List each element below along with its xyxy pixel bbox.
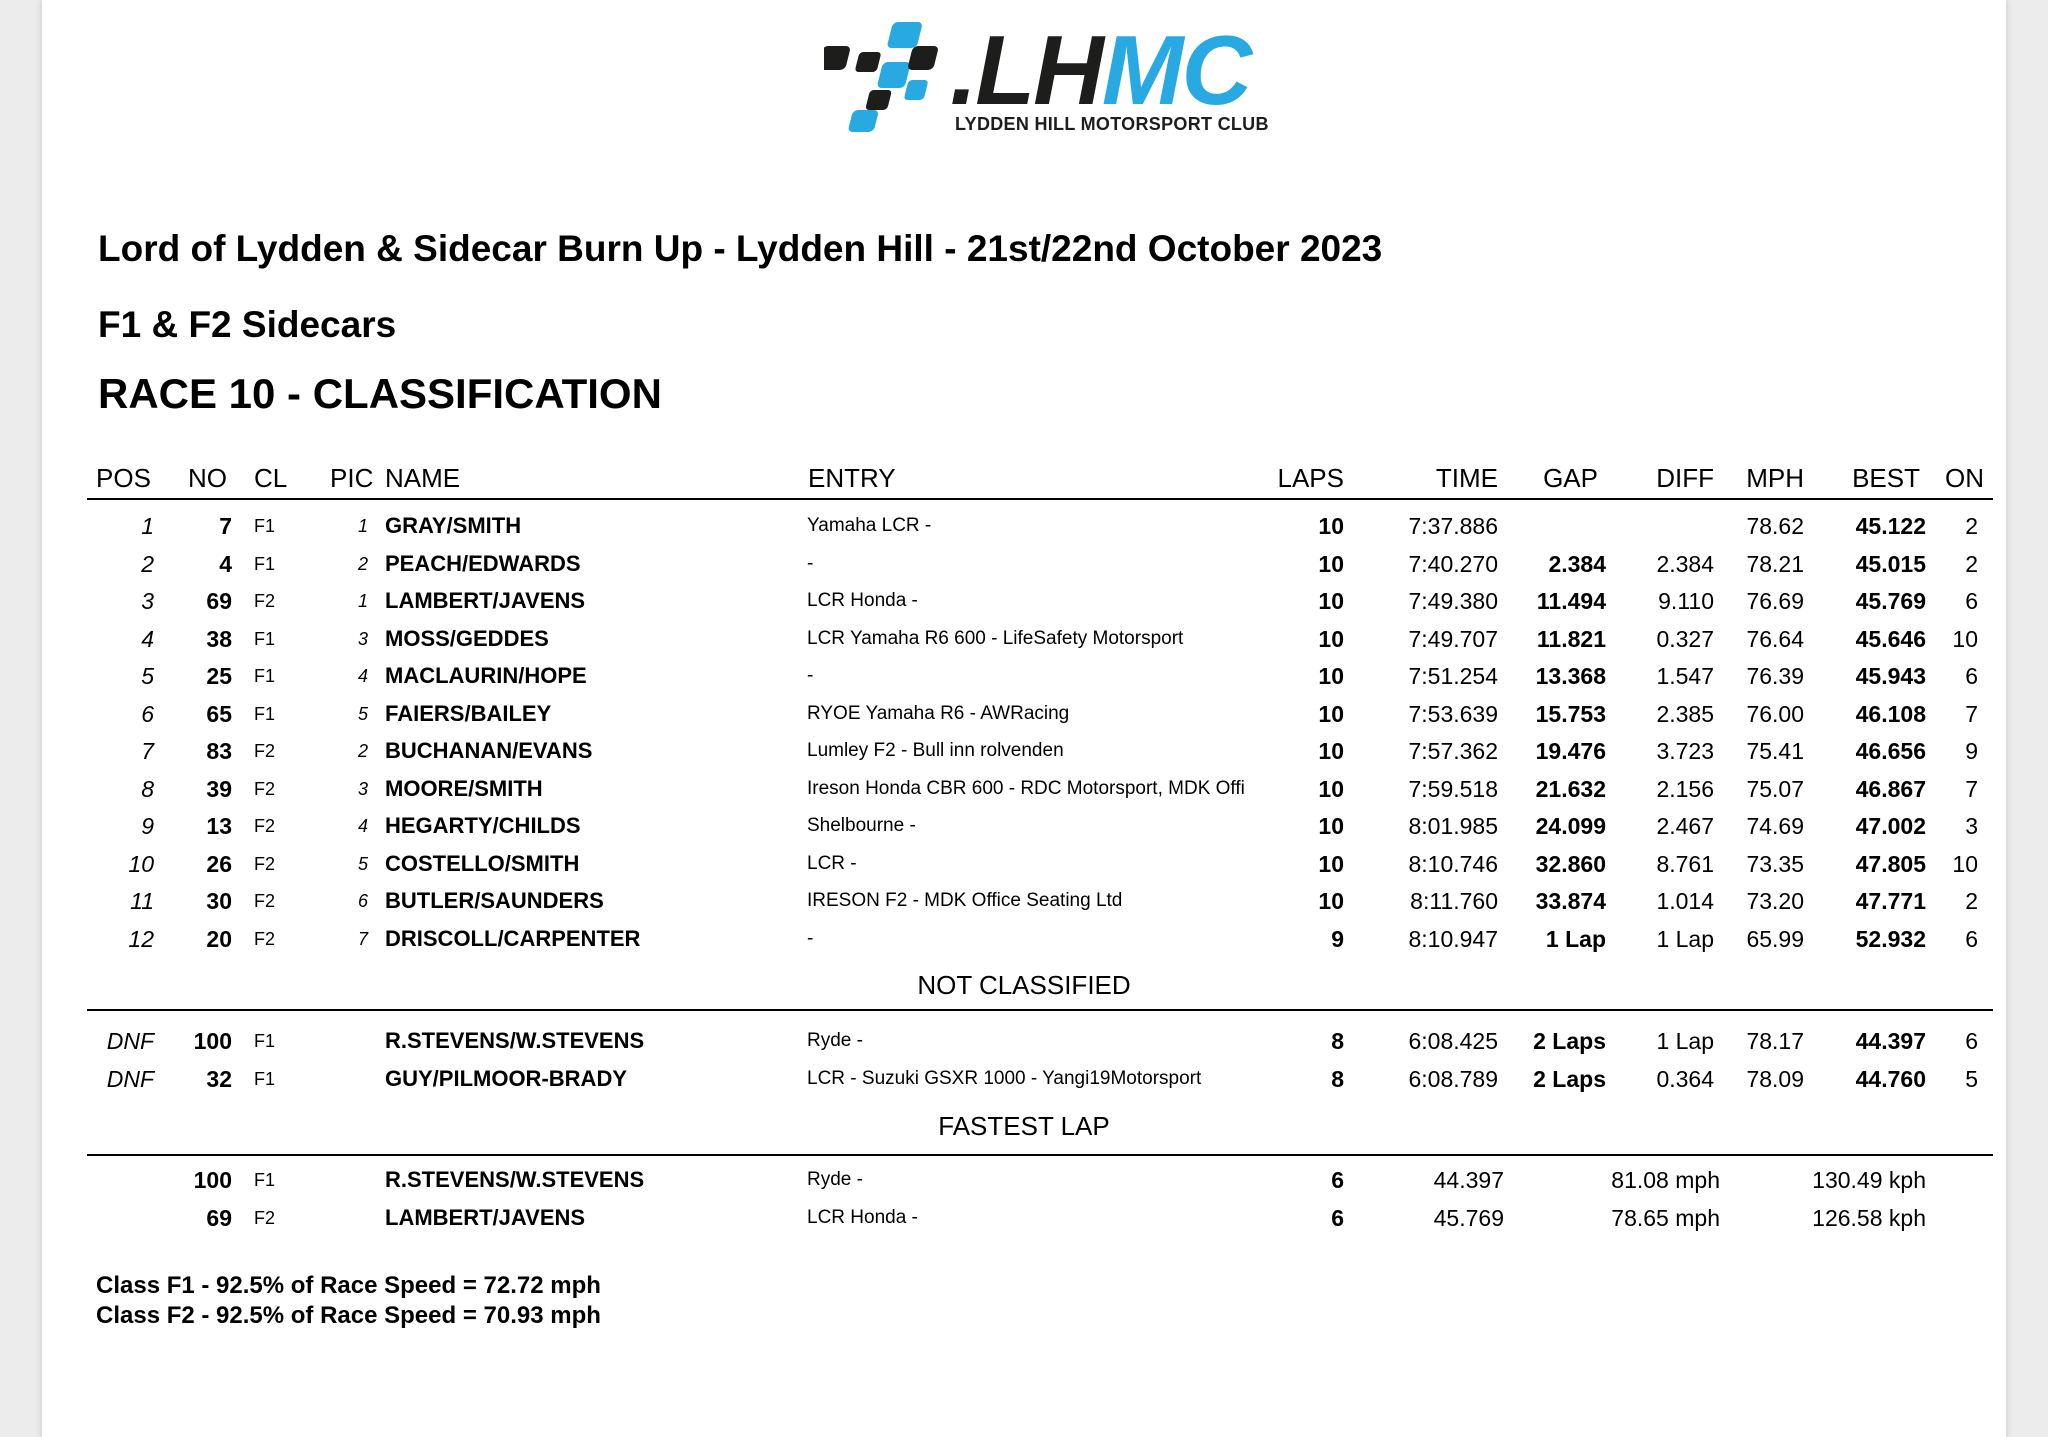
- cell-mph: 78.21: [1746, 550, 1804, 577]
- cell-pos: 6: [141, 700, 154, 727]
- cell-pic: 2: [357, 741, 368, 761]
- cell-best: 46.656: [1855, 738, 1926, 764]
- cell-on: 10: [1952, 625, 1978, 652]
- cell-best: 47.771: [1855, 888, 1926, 914]
- cell-no: 100: [193, 1167, 232, 1193]
- table-row: [42, 507, 2006, 545]
- cell-entry: IRESON F2 - MDK Office Seating Ltd: [807, 890, 1123, 911]
- table-row: [42, 545, 2006, 583]
- cell-gap: 32.860: [1535, 850, 1606, 877]
- cell-laps: 10: [1318, 625, 1344, 652]
- cell-mph: 78.17: [1746, 1028, 1804, 1054]
- logo-subtitle: LYDDEN HILL MOTORSPORT CLUB: [955, 114, 1269, 134]
- race-title: RACE 10 - CLASSIFICATION: [98, 370, 662, 417]
- cell-gap: [1506, 507, 1606, 545]
- cell-mph: 78.65 mph: [1611, 1205, 1720, 1231]
- cell-cl: F1: [254, 1170, 276, 1190]
- cell-pos: 4: [141, 625, 154, 652]
- cell-pos: DNF: [106, 1028, 154, 1054]
- cell-mph: 73.35: [1746, 850, 1804, 877]
- table-row: [42, 920, 2006, 958]
- lhmc-logo: [824, 15, 1282, 150]
- cell-on: 7: [1965, 700, 1978, 727]
- col-name: NAME: [385, 463, 461, 493]
- cell-entry: LCR Honda -: [807, 590, 918, 611]
- cell-no: 7: [219, 513, 232, 539]
- cell-name: HEGARTY/CHILDS: [385, 813, 581, 838]
- col-diff: DIFF: [1656, 463, 1714, 493]
- cell-time: 7:49.707: [1408, 625, 1498, 652]
- cell-no: 65: [206, 700, 232, 727]
- cell-entry: Yamaha LCR -: [807, 515, 932, 536]
- table-row: [42, 1199, 2006, 1237]
- cell-entry: LCR -: [807, 852, 857, 874]
- cell-name: PEACH/EDWARDS: [385, 550, 581, 576]
- cell-diff: 0.327: [1656, 625, 1714, 652]
- cell-diff: 2.384: [1656, 550, 1714, 577]
- cell-best: 45.769: [1855, 588, 1926, 614]
- checkered-flag-icon: [824, 18, 964, 138]
- cell-diff: 2.467: [1656, 813, 1714, 839]
- cell-time: 7:37.886: [1408, 513, 1498, 539]
- cell-entry: -: [807, 927, 814, 949]
- cell-best: 46.108: [1855, 700, 1926, 727]
- cell-no: 100: [193, 1028, 232, 1054]
- cell-pic: 6: [357, 891, 368, 911]
- cell-mph: 76.69: [1746, 588, 1804, 614]
- fastest-lap-label: FASTEST LAP: [938, 1111, 1110, 1141]
- cell-no: 32: [206, 1066, 232, 1092]
- footer-note-f1: Class F1 - 92.5% of Race Speed = 72.72 mph: [96, 1272, 601, 1299]
- cell-pic: 5: [357, 853, 368, 874]
- table-row: [42, 882, 2006, 920]
- cell-mph: 78.62: [1746, 513, 1804, 539]
- cell-pos: 8: [141, 775, 154, 802]
- cell-name: R.STEVENS/W.STEVENS: [385, 1028, 645, 1053]
- cell-gap: 15.753: [1535, 700, 1606, 727]
- cell-cl: F1: [254, 703, 276, 724]
- cell-name: BUCHANAN/EVANS: [385, 738, 593, 763]
- cell-diff: [1614, 507, 1714, 545]
- cell-time: 6:08.789: [1408, 1066, 1498, 1092]
- cell-kph: 130.49 kph: [1812, 1167, 1926, 1193]
- cell-time: 7:49.380: [1408, 588, 1498, 614]
- cell-time: 8:10.947: [1408, 925, 1498, 952]
- cell-on: 10: [1952, 850, 1978, 877]
- cell-time: 7:59.518: [1408, 775, 1498, 802]
- cell-name: MOORE/SMITH: [385, 775, 543, 801]
- cell-laps: 8: [1331, 1028, 1344, 1054]
- cell-time: 7:51.254: [1408, 663, 1498, 689]
- cell-on: 9: [1965, 738, 1978, 764]
- class-title: F1 & F2 Sidecars: [98, 304, 397, 345]
- cell-entry: LCR Yamaha R6 600 - LifeSafety Motorsport: [807, 627, 1184, 649]
- not-classified-rule: [87, 1009, 1993, 1011]
- cell-no: 39: [206, 775, 232, 802]
- cell-laps: 10: [1318, 850, 1344, 877]
- cell-diff: 0.364: [1656, 1066, 1714, 1092]
- fastest-lap-rule: [87, 1154, 1993, 1156]
- cell-pic: 5: [357, 703, 368, 724]
- cell-pos: 10: [128, 850, 154, 877]
- cell-mph: 76.39: [1746, 663, 1804, 689]
- cell-name: DRISCOLL/CARPENTER: [385, 925, 641, 951]
- cell-pos: 7: [141, 738, 154, 764]
- not-classified-label: NOT CLASSIFIED: [917, 970, 1131, 1000]
- col-cl: CL: [254, 463, 288, 493]
- cell-gap: 19.476: [1535, 738, 1606, 764]
- footer-note-f2: Class F2 - 92.5% of Race Speed = 70.93 mph: [96, 1302, 601, 1329]
- cell-diff: 3.723: [1656, 738, 1714, 764]
- col-pic: PIC: [330, 463, 374, 493]
- cell-kph: 126.58 kph: [1812, 1205, 1926, 1231]
- cell-gap: 24.099: [1535, 813, 1606, 839]
- cell-gap: 1 Lap: [1545, 925, 1606, 952]
- table-row: [42, 770, 2006, 808]
- cell-mph: 76.00: [1746, 700, 1804, 727]
- cell-time: 7:53.639: [1408, 700, 1498, 727]
- cell-best: 45.015: [1855, 550, 1926, 577]
- cell-laps: 10: [1318, 588, 1344, 614]
- cell-mph: 74.69: [1746, 813, 1804, 839]
- cell-pic: 1: [357, 516, 368, 536]
- cell-on: 7: [1965, 775, 1978, 802]
- cell-entry: Lumley F2 - Bull inn rolvenden: [807, 740, 1064, 761]
- cell-pic: 4: [357, 816, 368, 836]
- cell-cl: F2: [254, 928, 276, 949]
- table-row: [42, 1022, 2006, 1060]
- cell-pic: [342, 1022, 368, 1060]
- table-row: [42, 1161, 2006, 1199]
- cell-laps: 10: [1318, 550, 1344, 577]
- cell-cl: F2: [254, 816, 276, 836]
- logo-wordmark: .LHMC: [950, 15, 1251, 125]
- table-row: [42, 657, 2006, 695]
- cell-time: 44.397: [1433, 1167, 1504, 1193]
- cell-time: 45.769: [1433, 1205, 1504, 1231]
- table-row: [42, 732, 2006, 770]
- cell-gap: 2.384: [1548, 550, 1606, 577]
- cell-cl: F1: [254, 516, 276, 536]
- cell-laps: 10: [1318, 663, 1344, 689]
- cell-name: GRAY/SMITH: [385, 513, 522, 538]
- cell-cl: F2: [254, 778, 276, 799]
- cell-time: 8:10.746: [1408, 850, 1498, 877]
- cell-pos: 3: [141, 588, 154, 614]
- cell-no: 4: [219, 550, 232, 577]
- cell-time: 8:11.760: [1410, 888, 1498, 914]
- cell-time: 8:01.985: [1408, 813, 1498, 839]
- col-on: ON: [1945, 463, 1984, 493]
- cell-laps: 10: [1318, 813, 1344, 839]
- table-header: [42, 459, 2006, 497]
- cell-on: 6: [1965, 1028, 1978, 1054]
- cell-name: R.STEVENS/W.STEVENS: [385, 1167, 645, 1192]
- cell-best: 47.002: [1855, 813, 1926, 839]
- cell-pos: DNF: [106, 1066, 154, 1092]
- cell-entry: Ireson Honda CBR 600 - RDC Motorsport, MDK Offi: [807, 777, 1245, 799]
- cell-no: 83: [206, 738, 232, 764]
- cell-no: 69: [206, 1205, 232, 1231]
- cell-gap: 13.368: [1535, 663, 1606, 689]
- cell-name: MOSS/GEDDES: [385, 625, 549, 651]
- table-row: [42, 582, 2006, 620]
- cell-name: GUY/PILMOOR-BRADY: [385, 1066, 627, 1091]
- cell-mph: 78.09: [1746, 1066, 1804, 1092]
- table-row: [42, 1060, 2006, 1098]
- cell-no: 38: [206, 625, 232, 652]
- cell-pos: 11: [130, 888, 154, 914]
- col-pos: POS: [96, 463, 151, 493]
- cell-gap: 33.874: [1535, 888, 1606, 914]
- cell-entry: -: [807, 552, 814, 574]
- event-title: Lord of Lydden & Sidecar Burn Up - Lydden Hill - 21st/22nd October 2023: [98, 228, 1383, 269]
- cell-no: 30: [206, 888, 232, 914]
- table-row: [42, 620, 2006, 658]
- cell-entry: -: [807, 665, 814, 686]
- cell-laps: 10: [1318, 888, 1344, 914]
- cell-entry: Ryde -: [807, 1030, 863, 1051]
- cell-mph: 76.64: [1746, 625, 1804, 652]
- cell-laps: 10: [1318, 700, 1344, 727]
- cell-diff: 1.014: [1656, 888, 1714, 914]
- cell-gap: 11.821: [1536, 625, 1606, 652]
- col-entry: ENTRY: [808, 463, 896, 493]
- cell-no: 25: [206, 663, 232, 689]
- cell-mph: 81.08 mph: [1611, 1167, 1720, 1193]
- cell-diff: 1 Lap: [1656, 925, 1714, 952]
- col-best: BEST: [1852, 463, 1920, 493]
- cell-no: 13: [206, 813, 232, 839]
- cell-time: 7:40.270: [1408, 550, 1498, 577]
- col-time: TIME: [1435, 463, 1498, 493]
- cell-no: 20: [206, 925, 232, 952]
- cell-cl: F2: [254, 853, 276, 874]
- cell-entry: RYOE Yamaha R6 - AWRacing: [807, 702, 1070, 724]
- cell-pic: 4: [357, 666, 368, 686]
- cell-best: 47.805: [1855, 850, 1926, 877]
- cell-laps: 10: [1318, 513, 1344, 539]
- cell-cl: F1: [254, 666, 276, 686]
- cell-on: 2: [1965, 550, 1978, 577]
- cell-diff: 1.547: [1656, 663, 1714, 689]
- cell-gap: 2 Laps: [1533, 1066, 1606, 1092]
- cell-mph: 73.20: [1746, 888, 1804, 914]
- cell-diff: 8.761: [1656, 850, 1714, 877]
- table-row: [42, 695, 2006, 733]
- col-laps: LAPS: [1277, 463, 1344, 493]
- cell-cl: F2: [254, 1208, 276, 1228]
- cell-pic: [342, 1060, 368, 1098]
- cell-diff: 1 Lap: [1656, 1028, 1714, 1054]
- col-mph: MPH: [1746, 463, 1804, 493]
- cell-mph: 65.99: [1746, 925, 1804, 952]
- cell-best: 45.646: [1855, 625, 1926, 652]
- cell-entry: LCR - Suzuki GSXR 1000 - Yangi19Motorsport: [807, 1068, 1202, 1089]
- cell-lap: 6: [1331, 1205, 1344, 1231]
- cell-best: 44.760: [1855, 1066, 1926, 1092]
- cell-cl: F1: [254, 1031, 276, 1051]
- cell-name: FAIERS/BAILEY: [385, 700, 552, 726]
- cell-on: 6: [1965, 925, 1978, 952]
- table-row: [42, 807, 2006, 845]
- cell-pic: 3: [357, 628, 368, 649]
- cell-name: COSTELLO/SMITH: [385, 850, 580, 876]
- cell-pic: 3: [357, 778, 368, 799]
- cell-on: 5: [1965, 1066, 1978, 1092]
- cell-mph: 75.07: [1746, 775, 1804, 802]
- cell-on: 2: [1965, 888, 1978, 914]
- cell-entry: LCR Honda -: [807, 1207, 918, 1228]
- cell-lap: 6: [1331, 1167, 1344, 1193]
- col-no: NO: [188, 463, 227, 493]
- cell-pos: 5: [141, 663, 154, 689]
- table-row: [42, 845, 2006, 883]
- cell-laps: 9: [1331, 925, 1344, 952]
- cell-cl: F1: [254, 628, 276, 649]
- cell-cl: F1: [254, 553, 276, 574]
- cell-pic: 7: [357, 928, 368, 949]
- cell-no: 26: [206, 850, 232, 877]
- cell-on: 6: [1965, 588, 1978, 614]
- cell-entry: Ryde -: [807, 1169, 863, 1190]
- cell-pos: 2: [141, 550, 154, 577]
- cell-diff: 2.385: [1656, 700, 1714, 727]
- cell-name: MACLAURIN/HOPE: [385, 663, 587, 688]
- cell-best: 45.122: [1855, 513, 1926, 539]
- cell-best: 44.397: [1855, 1028, 1926, 1054]
- cell-best: 45.943: [1855, 663, 1926, 689]
- header-rule: [87, 498, 1993, 500]
- cell-cl: F2: [254, 741, 276, 761]
- cell-gap: 11.494: [1536, 588, 1606, 614]
- cell-pos: 9: [141, 813, 154, 839]
- cell-mph: 75.41: [1746, 738, 1804, 764]
- cell-pos: 1: [141, 513, 154, 539]
- cell-gap: 2 Laps: [1533, 1028, 1606, 1054]
- cell-name: LAMBERT/JAVENS: [385, 588, 586, 613]
- cell-pic: 1: [357, 591, 368, 611]
- cell-on: 3: [1965, 813, 1978, 839]
- results-sheet: [42, 0, 2006, 1437]
- cell-best: 46.867: [1855, 775, 1926, 802]
- cell-name: LAMBERT/JAVENS: [385, 1205, 586, 1230]
- col-gap: GAP: [1543, 463, 1598, 493]
- cell-time: 6:08.425: [1408, 1028, 1498, 1054]
- cell-laps: 10: [1318, 738, 1344, 764]
- cell-time: 7:57.362: [1408, 738, 1498, 764]
- cell-laps: 10: [1318, 775, 1344, 802]
- cell-on: 2: [1965, 513, 1978, 539]
- cell-diff: 2.156: [1656, 775, 1714, 802]
- cell-cl: F2: [254, 591, 276, 611]
- cell-cl: F1: [254, 1069, 276, 1089]
- cell-entry: Shelbourne -: [807, 815, 916, 836]
- cell-no: 69: [206, 588, 232, 614]
- cell-best: 52.932: [1855, 925, 1926, 952]
- cell-cl: F2: [254, 891, 276, 911]
- cell-name: BUTLER/SAUNDERS: [385, 888, 604, 913]
- cell-diff: 9.110: [1658, 588, 1714, 614]
- cell-pic: 2: [357, 553, 368, 574]
- cell-pos: 12: [128, 925, 154, 952]
- cell-laps: 8: [1331, 1066, 1344, 1092]
- cell-on: 6: [1965, 663, 1978, 689]
- cell-gap: 21.632: [1535, 775, 1606, 802]
